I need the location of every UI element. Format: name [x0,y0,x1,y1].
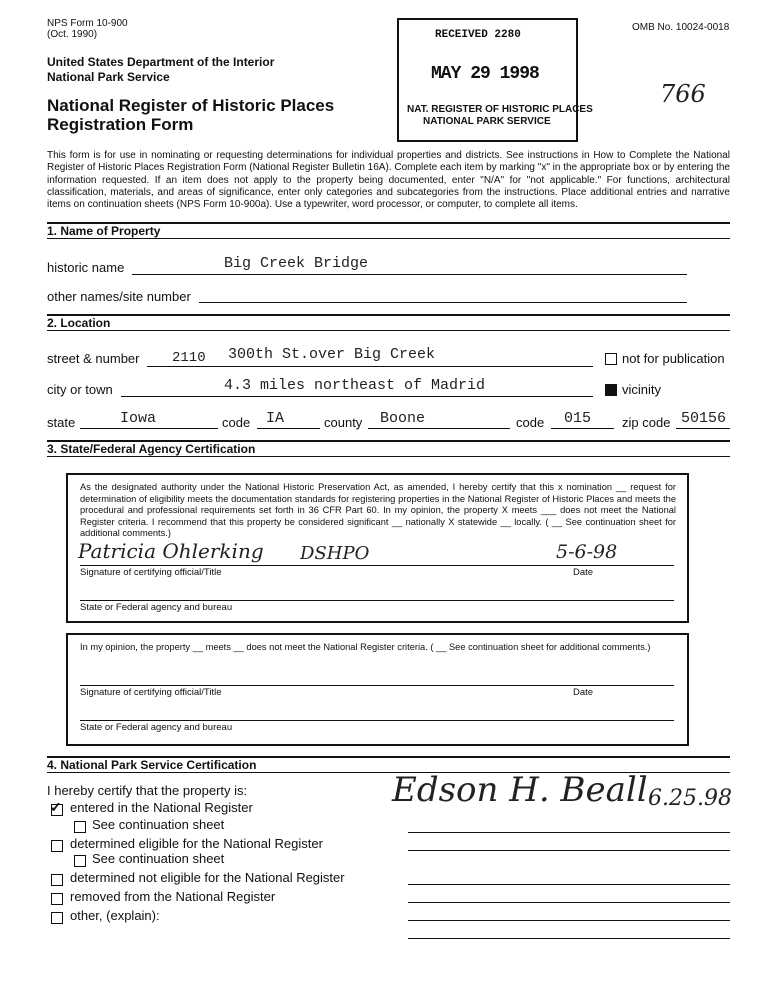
stamp-line-2: NATIONAL PARK SERVICE [423,116,551,127]
section-2-heading: 2. Location [47,316,111,330]
state-certification-box [66,473,689,623]
other-checkbox[interactable] [51,912,63,924]
divider [47,330,730,331]
section-1-heading: 1. Name of Property [47,224,161,238]
county-code-label: code [516,415,545,430]
stamp-date: MAY 29 1998 [431,64,539,84]
divider [47,314,730,316]
zip-label: zip code [622,415,671,430]
option-see-continuation-1: See continuation sheet [92,817,225,832]
zip-value[interactable]: 50156 [681,410,727,427]
determined-eligible-checkbox[interactable] [51,840,63,852]
option-entered: entered in the National Register [70,800,253,815]
agency-line [80,600,674,601]
option-see-continuation-2: See continuation sheet [92,851,225,866]
stamp-received: RECEIVED 2280 [435,29,521,41]
field-line [551,428,614,429]
city-label: city or town [47,382,113,397]
agency-label: State or Federal agency and bureau [80,602,233,613]
form-date: (Oct. 1990) [47,29,98,40]
county-value[interactable]: Boone [380,410,426,427]
handwritten-reference: 766 [660,80,706,108]
keeper-date: 6.25.98 [648,786,732,811]
field-line [147,366,593,367]
keeper-signature: Edson H. Beall [392,770,648,810]
received-stamp [397,18,593,142]
historic-name-label: historic name [47,260,125,275]
field-line [80,428,218,429]
signature-line [408,902,730,903]
signature-line [80,565,674,566]
state-value[interactable]: Iowa [120,410,157,427]
agency-label-2: State or Federal agency and bureau [80,722,233,733]
vicinity-label: vicinity [622,382,662,397]
street-label: street & number [47,351,140,366]
signature-label-2: Signature of certifying official/Title [80,687,222,698]
field-line [676,428,730,429]
date-label: Date [573,567,594,578]
not-eligible-checkbox[interactable] [51,874,63,886]
option-not-eligible: determined not eligible for the National Register [70,870,345,885]
divider [47,456,730,457]
service: National Park Service [47,70,170,84]
omb-number: OMB No. 10024-0018 [632,22,730,33]
county-code-value[interactable]: 015 [564,410,592,427]
opinion-box [66,633,689,746]
intro-instructions: This form is for use in nominating or requesting determinations for individual properties and districts. See instructions in How to Complete the National Register of Historic Places Registration Form (National Register Bulletin 16A). Complete each item by marking "x" in the appropriate box or by entering the information requested. If an item does not apply to the property being documented, enter "N/A" for "not applicable." For functions, architectural classification, materials, and areas of significance, enter only categories and subcategories from the instructions. Place additional entries and narrative items on continuation sheets (NPS Form 10-900a). Use a typewriter, word processor, or computer, to complete all items. [47,150,730,211]
field-line [257,428,320,429]
section-3-heading: 3. State/Federal Agency Certification [47,442,256,456]
form-title-2: Registration Form [47,115,194,134]
signature-line [408,938,730,939]
department: United States Department of the Interior [47,55,275,69]
signature-label: Signature of certifying official/Title [80,567,222,578]
see-continuation-checkbox-1[interactable] [74,821,86,833]
field-line [199,302,687,303]
stamp-line-1: NAT. REGISTER OF HISTORIC PLACES [407,104,593,115]
see-continuation-checkbox-2[interactable] [74,855,86,867]
street-value[interactable]: 300th St.over Big Creek [228,346,436,363]
date-label-2: Date [573,687,594,698]
section-4-heading: 4. National Park Service Certification [47,758,257,772]
signature-line [408,850,730,851]
form-title-1: National Register of Historic Places [47,96,335,115]
agency-line [80,720,674,721]
nps-certify-intro: I hereby certify that the property is: [47,783,248,798]
certifying-title: DSHPO [300,543,370,564]
signature-line [408,920,730,921]
certification-text: As the designated authority under the National Historic Preservation Act, as amended, I hereby certify that this x nomination __ request for determination of eligibility meets the documentation standards for registering properties in the National Register of Historic Places and meets the procedural and professional requirements set forth in 36 CFR Part 60. In my opinion, the property X meets ___ does not meet the National Register criteria. I recommend that this property be considered significant __ nationally X statewide __ locally. ( __ See continuation sheet for additional comments.) [80,482,676,538]
option-determined-eligible: determined eligible for the National Register [70,836,323,851]
opinion-text: In my opinion, the property __ meets __ does not meet the National Register criteria. ( __ See continuation sheet for additional comments.) [80,642,651,652]
option-removed: removed from the National Register [70,889,276,904]
certifying-signature: Patricia Ohlerking [78,539,264,563]
option-other: other, (explain): [70,908,160,923]
county-label: county [324,415,363,430]
street-number-value[interactable]: 2110 [172,350,206,366]
signature-line [408,832,730,833]
state-code-label: code [222,415,251,430]
field-line [368,428,510,429]
state-label: state [47,415,76,430]
not-for-publication-label: not for publication [622,351,725,366]
vicinity-checkbox[interactable] [605,384,617,396]
not-for-publication-checkbox[interactable] [605,353,617,365]
city-value[interactable]: 4.3 miles northeast of Madrid [224,377,486,394]
other-names-label: other names/site number [47,289,191,304]
signature-line [408,884,730,885]
state-code-value[interactable]: IA [266,410,285,427]
certifying-date: 5-6-98 [556,541,618,563]
check-mark-icon: ✓ [50,799,62,815]
field-line [121,396,593,397]
removed-checkbox[interactable] [51,893,63,905]
historic-name-value[interactable]: Big Creek Bridge [224,255,369,272]
field-line [132,274,687,275]
signature-line [80,685,674,686]
divider [47,238,730,239]
form-number: NPS Form 10-900 [47,18,128,29]
